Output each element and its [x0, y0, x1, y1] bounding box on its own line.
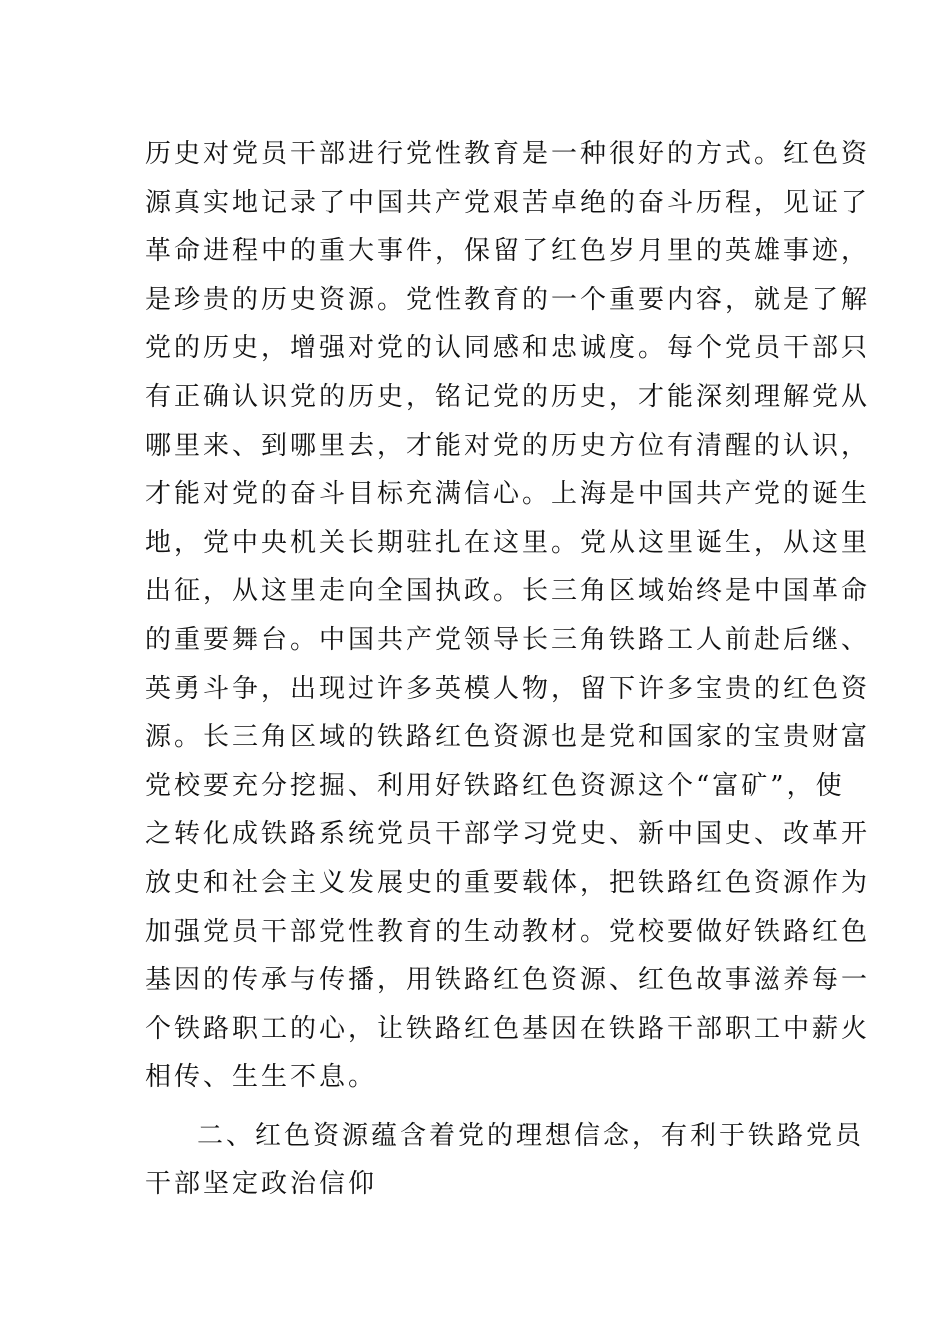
body-line: 有正确认识党的历史，铭记党的历史，才能深刻理解党从 — [145, 381, 871, 412]
body-line: 是珍贵的历史资源。党性教育的一个重要内容，就是了解 — [145, 284, 871, 315]
body-line: 源。长三角区域的铁路红色资源也是党和国家的宝贵财富 — [145, 722, 871, 753]
body-line: 革命进程中的重大事件，保留了红色岁月里的英雄事迹， — [145, 236, 871, 267]
body-line: 英勇斗争，出现过许多英模人物，留下许多宝贵的红色资 — [145, 673, 871, 704]
body-line: 放史和社会主义发展史的重要载体，把铁路红色资源作为 — [145, 867, 871, 898]
body-line: 加强党员干部党性教育的生动教材。党校要做好铁路红色 — [145, 916, 871, 947]
body-line: 个铁路职工的心，让铁路红色基因在铁路干部职工中薪火 — [145, 1013, 871, 1044]
paragraph-gap — [145, 1102, 815, 1112]
body-line: 哪里来、到哪里去，才能对党的历史方位有清醒的认识， — [145, 430, 871, 461]
section-heading-line: 干部坚定政治信仰 — [145, 1169, 378, 1200]
body-line: 党的历史，增强对党的认同感和忠诚度。每个党员干部只 — [145, 333, 871, 364]
body-line: 基因的传承与传播，用铁路红色资源、红色故事滋养每一 — [145, 965, 871, 996]
document-body — [145, 130, 871, 1209]
body-line: 党校要充分挖掘、利用好铁路红色资源这个“富矿”，使 — [145, 770, 845, 801]
body-line: 历史对党员干部进行党性教育是一种很好的方式。红色资 — [145, 139, 871, 169]
body-line: 出征，从这里走向全国执政。长三角区域始终是中国革命 — [145, 576, 871, 607]
body-line: 源真实地记录了中国共产党艰苦卓绝的奋斗历程，见证了 — [145, 187, 871, 218]
body-line: 地，党中央机关长期驻扎在这里。党从这里诞生，从这里 — [145, 527, 871, 558]
body-line: 才能对党的奋斗目标充满信心。上海是中国共产党的诞生 — [145, 479, 871, 510]
section-heading-line: 二、红色资源蕴含着党的理想信念，有利于铁路党员 — [197, 1120, 865, 1151]
body-line: 的重要舞台。中国共产党领导长三角铁路工人前赴后继、 — [145, 624, 871, 655]
body-line: 之转化成铁路系统党员干部学习党史、新中国史、改革开 — [145, 819, 871, 850]
body-line: 相传、生生不息。 — [145, 1062, 378, 1093]
